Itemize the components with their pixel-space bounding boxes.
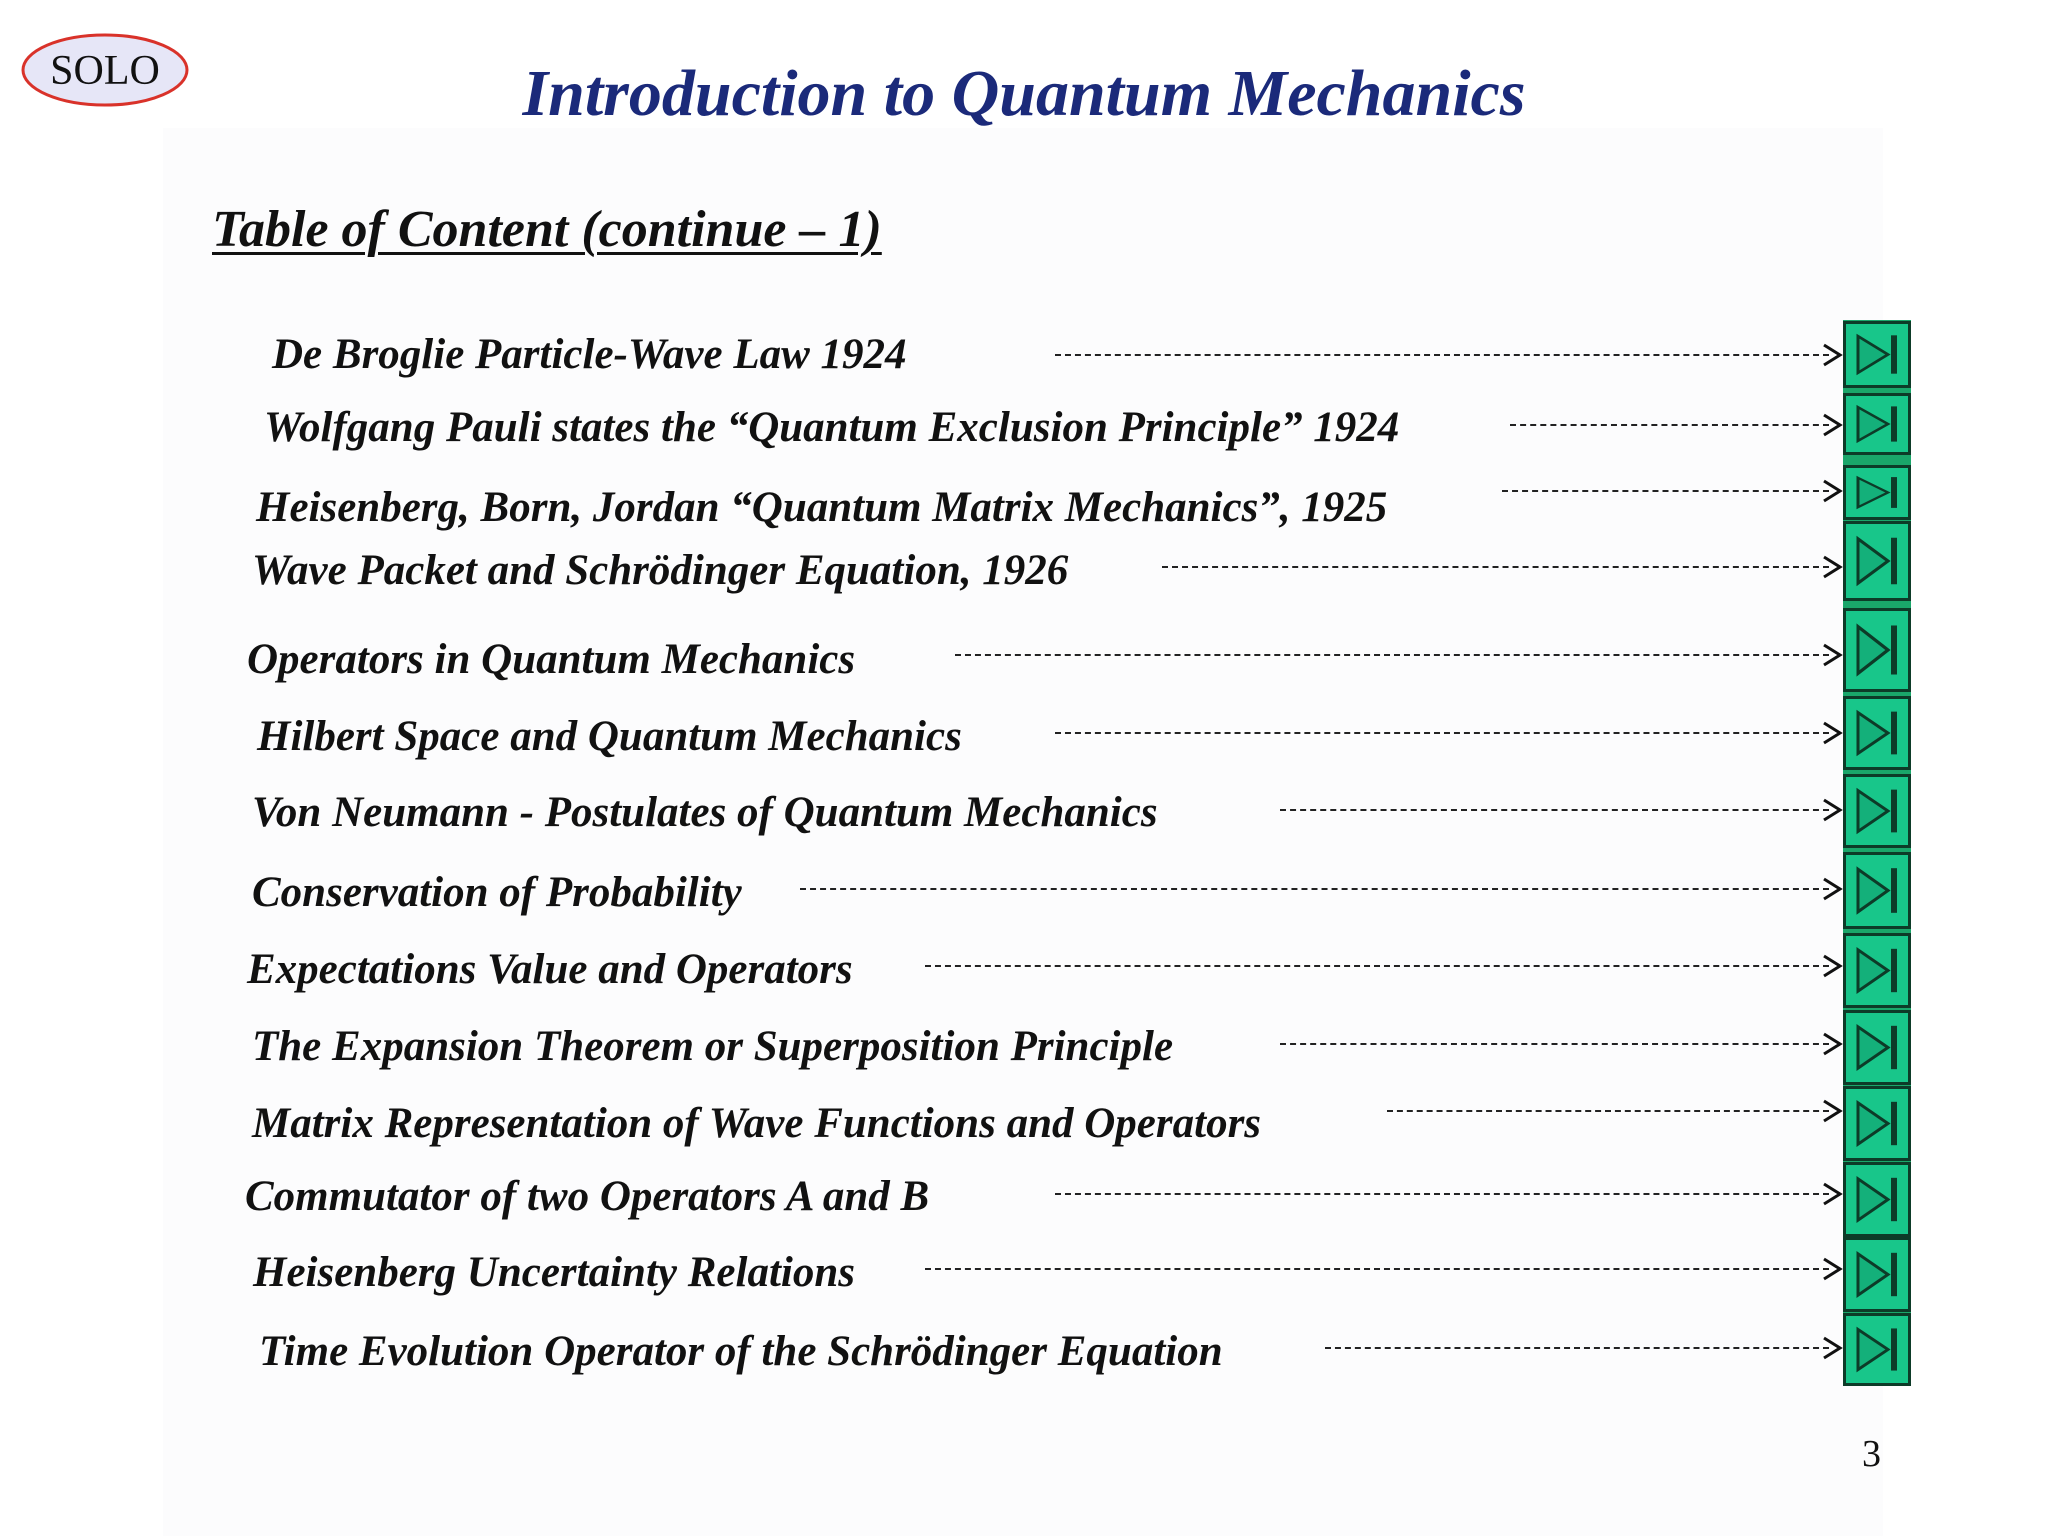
skip-forward-button[interactable] [1843, 1086, 1911, 1161]
arrow-head-icon [1821, 1031, 1843, 1057]
dotted-leader-line [1055, 354, 1829, 356]
toc-item: Von Neumann - Postulates of Quantum Mechanics [252, 789, 1158, 836]
arrow-head-icon [1821, 1098, 1843, 1124]
arrow-head-icon [1821, 1256, 1843, 1282]
toc-item: Time Evolution Operator of the Schrödinger Equation [259, 1328, 1223, 1375]
skip-forward-icon [1846, 1013, 1908, 1082]
dotted-leader-line [955, 654, 1829, 656]
skip-forward-button[interactable] [1843, 321, 1911, 388]
dotted-leader-line [1162, 566, 1829, 568]
dotted-leader-line [925, 1268, 1829, 1270]
arrow-head-icon [1821, 720, 1843, 746]
toc-item: Conservation of Probability [252, 869, 742, 916]
skip-forward-icon [1846, 1089, 1908, 1158]
skip-forward-icon [1846, 524, 1908, 598]
dotted-leader-line [1325, 1347, 1829, 1349]
toc-item: Wave Packet and Schrödinger Equation, 1926 [252, 547, 1069, 594]
skip-forward-button[interactable] [1843, 852, 1911, 929]
arrow-head-icon [1821, 478, 1843, 504]
dotted-leader-line [1055, 732, 1829, 734]
toc-item: Expectations Value and Operators [247, 946, 853, 993]
skip-forward-button[interactable] [1843, 1237, 1911, 1312]
arrow-head-icon [1821, 342, 1843, 368]
skip-forward-button[interactable] [1843, 696, 1911, 770]
arrow-head-icon [1821, 412, 1843, 438]
skip-forward-icon [1846, 611, 1908, 689]
dotted-leader-line [1510, 424, 1829, 426]
page-title: Introduction to Quantum Mechanics [522, 57, 1526, 130]
arrow-head-icon [1821, 876, 1843, 902]
skip-forward-button[interactable] [1843, 1162, 1911, 1237]
skip-forward-icon [1846, 1165, 1908, 1234]
skip-forward-icon [1846, 1240, 1908, 1309]
toc-item: Matrix Representation of Wave Functions and Operators [252, 1100, 1262, 1147]
skip-forward-button[interactable] [1843, 465, 1911, 520]
arrow-head-icon [1821, 554, 1843, 580]
skip-forward-button[interactable] [1843, 393, 1911, 455]
arrow-head-icon [1821, 642, 1843, 668]
arrow-head-icon [1821, 953, 1843, 979]
skip-forward-icon [1846, 468, 1908, 517]
logo-text: SOLO [50, 48, 160, 94]
arrow-head-icon [1821, 797, 1843, 823]
skip-forward-icon [1846, 936, 1908, 1005]
dotted-leader-line [1055, 1193, 1829, 1195]
arrow-head-icon [1821, 1181, 1843, 1207]
toc-item: Heisenberg Uncertainty Relations [253, 1249, 855, 1296]
dotted-leader-line [925, 965, 1829, 967]
toc-item: Operators in Quantum Mechanics [247, 636, 856, 683]
toc-item: The Expansion Theorem or Superposition Principle [252, 1023, 1174, 1070]
toc-item: Heisenberg, Born, Jordan “Quantum Matrix Mechanics”, 1925 [256, 484, 1388, 531]
dotted-leader-line [1387, 1110, 1829, 1112]
skip-forward-button[interactable] [1843, 608, 1911, 692]
arrow-head-icon [1821, 1335, 1843, 1361]
skip-forward-button[interactable] [1843, 933, 1911, 1008]
toc-item: Commutator of two Operators A and B [245, 1173, 930, 1220]
skip-forward-icon [1846, 1316, 1908, 1383]
skip-forward-icon [1846, 324, 1908, 385]
dotted-leader-line [1280, 809, 1829, 811]
skip-forward-icon [1846, 699, 1908, 767]
dotted-leader-line [1502, 490, 1829, 492]
toc-item: Hilbert Space and Quantum Mechanics [257, 713, 962, 760]
dotted-leader-line [1280, 1043, 1829, 1045]
skip-forward-icon [1846, 777, 1908, 845]
skip-forward-button[interactable] [1843, 1313, 1911, 1386]
dotted-leader-line [800, 888, 1829, 890]
skip-forward-button[interactable] [1843, 774, 1911, 848]
page-number: 3 [1862, 1433, 1881, 1475]
toc-item: Wolfgang Pauli states the “Quantum Exclusion Principle” 1924 [264, 404, 1400, 451]
skip-forward-icon [1846, 396, 1908, 452]
skip-forward-button[interactable] [1843, 521, 1911, 601]
skip-forward-icon [1846, 855, 1908, 926]
section-subtitle: Table of Content (continue – 1) [212, 201, 882, 258]
skip-forward-button[interactable] [1843, 1010, 1911, 1085]
toc-item: De Broglie Particle-Wave Law 1924 [272, 331, 907, 378]
